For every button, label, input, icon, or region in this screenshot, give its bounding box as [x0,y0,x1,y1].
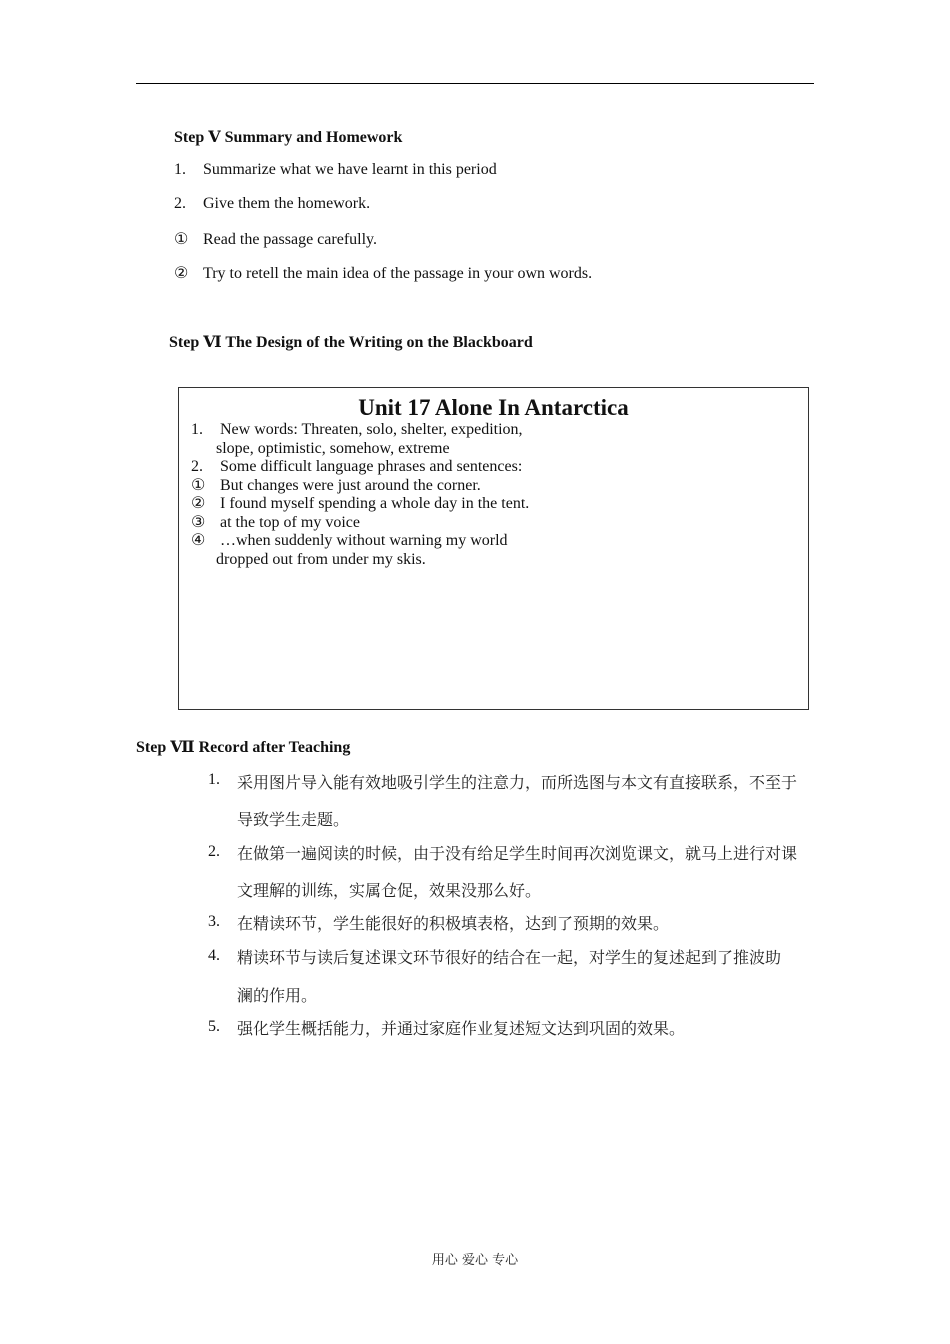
step7-item-2-line-2: 文理解的训练，实属仓促，效果没那么好。 [237,881,542,900]
step5-item-1 [174,161,497,179]
step5-heading: Step Ⅴ Summary and Homework [174,129,403,146]
step7-item-5-line-1: 强化学生概括能力，并通过家庭作业复述短文达到巩固的效果。 [237,1019,686,1038]
board-line [191,495,529,513]
board-line-marker: ① [191,477,206,494]
step7-item-4-marker: 4. [208,947,220,964]
board-line [191,551,426,569]
board-line-text: …when suddenly without warning my world [220,532,508,549]
step6-heading: Step Ⅵ The Design of the Writing on the Blackboard [169,334,533,351]
step7-item-4-line-2: 澜的作用。 [237,986,318,1005]
step5-item-1-text: Summarize what we have learnt in this period [203,161,497,178]
board-line-marker: 1. [191,421,203,438]
step5-item-4 [174,263,592,283]
page-footer: 用心 爱心 专心 [431,1253,519,1268]
step7-item-4-line-1: 精读环节与读后复述课文环节很好的结合在一起，对学生的复述起到了推波助 [237,948,782,967]
board-line-marker: 2. [191,458,203,475]
board-line-text: I found myself spending a whole day in the tent. [220,495,530,512]
board-title: Unit 17 Alone In Antarctica [358,395,629,420]
step5-item-3-marker: ① [174,231,189,248]
board-line [191,440,450,458]
board-line-text: at the top of my voice [220,514,360,531]
board-line [191,458,522,476]
step5-item-3-text: Read the passage carefully. [203,231,377,248]
board-line-text: dropped out from under my skis. [216,551,426,568]
step7-item-1-line-1: 采用图片导入能有效地吸引学生的注意力，而所选图与本文有直接联系，不至于 [237,773,798,792]
board-line-text: slope, optimistic, somehow, extreme [216,440,450,457]
step5-item-2-marker: 2. [174,195,186,212]
step7-item-1-line-2: 导致学生走题。 [237,810,350,829]
step5-item-2-text: Give them the homework. [203,195,371,212]
board-line [191,514,360,532]
step5-item-4-marker: ② [174,265,189,282]
board-line-marker: ③ [191,514,206,531]
step7-item-3-marker: 3. [208,913,220,930]
board-line-marker: ② [191,495,206,512]
step5-item-3 [174,229,377,249]
board-line [191,477,481,495]
board-line [191,532,508,550]
step7-item-2-marker: 2. [208,843,220,860]
step7-heading: Step Ⅶ Record after Teaching [136,739,351,756]
header-rule [136,83,814,84]
step5-item-4-text: Try to retell the main idea of the passage in your own words. [203,265,593,282]
board-line-text: But changes were just around the corner. [220,477,481,494]
board-line-text: Some difficult language phrases and sentences: [220,458,523,475]
step7-item-3-line-1: 在精读环节，学生能很好的积极填表格，达到了预期的效果。 [237,914,670,933]
step5-item-1-marker: 1. [174,161,186,178]
board-line [191,421,523,439]
step7-item-5-marker: 5. [208,1018,220,1035]
board-line-marker: ④ [191,532,206,549]
step7-item-1-marker: 1. [208,771,220,788]
step5-item-2 [174,195,370,213]
step7-item-2-line-1: 在做第一遍阅读的时候，由于没有给足学生时间再次浏览课文，就马上进行对课 [237,844,798,863]
board-line-text: New words: Threaten, solo, shelter, expedition, [220,421,523,438]
blackboard-design-box [178,387,809,710]
